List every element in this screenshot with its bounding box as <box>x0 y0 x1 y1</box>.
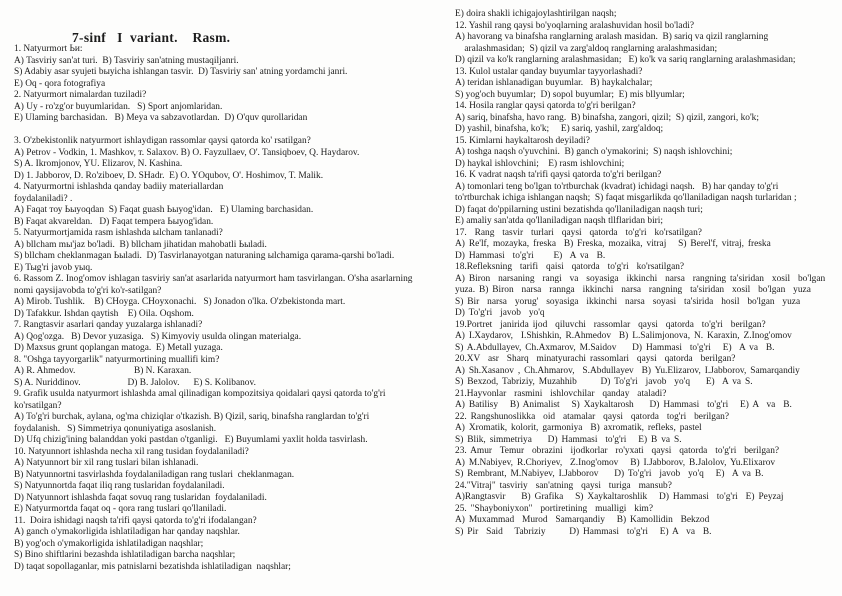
text-line: 10. Natyunnort ishlashda necha xil rang tusidan foydalaniladi? <box>14 446 249 457</box>
text-line: A) Biron narsaning rangi va soyasiga ikkinchi narsa rangning ta'siridan xosil bo'lgan <box>455 273 826 284</box>
text-line: A) Uy - ro'zg'or buyumlaridan. S) Sport anjomlaridan. <box>14 101 223 112</box>
text-line: D) Ufq chizig'ining balanddan yoki pastdan o'tganligi. E) Buyumlami yaxlit holda tasvirlash. <box>14 435 368 445</box>
text-line: S) Rembrant, M.Nabiyev, I.Jabborov D) To'g'ri javob yo'q E) A va B. <box>455 469 764 479</box>
text-line: D) yashil, binafsha, ko'k; E) sariq, yashil, zarg'aldoq; <box>455 124 664 134</box>
text-line: S) Natyunnortda faqat iliq rang tuslaridan foydalaniladi. <box>14 481 225 491</box>
text-line: B) yog'och o'ymakorligida ishlatiladigan naqshlar; <box>14 538 204 549</box>
text-line: S) A.Abdullayev, Ch.Axmarov, M.Saidov D) Hammasi to'g'ri E) A va B. <box>455 342 775 353</box>
text-line <box>14 125 456 137</box>
text-line: A) teridan ishlanadigan buyumlar. B) haykalchalar; <box>455 78 653 88</box>
text-line: A) sariq, binafsha, havo rang. B) binafsha, zangori, qizil; S) qizil, zangori, ko'k; <box>455 112 759 123</box>
right-column <box>455 9 831 538</box>
text-line: S) yog'och buyumlar; D) sopol buyumlar; E) mis bllyumlar; <box>455 89 685 100</box>
text-line: A) Faqat тоу Ьыyoqdan S) Faqat guash Ьыyog'idan. E) Ulaming barchasidan. <box>14 205 314 215</box>
text-line: 3. O'zbekistonlik natyurmort ishlaydigan rassomlar qaysi qatorda ko' rsatilgan? <box>14 136 311 146</box>
text-line: 18.Refleksning tarifi qaisi qatorda to'g'ri ko'rsatilgan? <box>455 262 685 272</box>
text-line: E) Natyurmortda faqat oq - qora rang tuslari qo'llaniladi. <box>14 504 227 514</box>
left-column <box>14 44 456 573</box>
text-line: E) Ulaming barchasidan. B) Meya va sabzavotlardan. D) O'quv qurollaridan <box>14 113 308 123</box>
text-line: A) Xromatik, kolorit, garmoniya B) axromatik, refleks, pastel <box>455 423 702 433</box>
text-line: 20.XV asr Sharq minatyurachi rassomlari qaysi qatorda berilgan? <box>455 354 736 364</box>
text-line: A) Re'lf, mozayka, freska B) Freska, mozaika, vitraj S) Berel'f, vitraj, freska <box>455 239 771 249</box>
text-line: A)Rangtasvir B) Grafika S) Xaykaltaroshlik D) Hammasi to'g'ri E) Peyzaj <box>455 492 784 502</box>
text-line: E) Тыg'ri javob уыq. <box>14 262 93 273</box>
text-line: D) Tafakkur. Ishdan qaytish E) Oila. Oqshom. <box>14 308 194 319</box>
text-line: D) taqat sopollaganlar, mis patnislarni bezatishda ishlatiladigan naqshlar; <box>14 561 291 572</box>
text-line: D) To'g'ri javob yo'q <box>455 308 545 318</box>
text-line: S) A. Nuriddinov. D) B. Jalolov. E) S. Kolibanov. <box>14 377 256 388</box>
text-line: A) Qog'ozga. B) Devor yuzasiga. S) Kimyoviy usulda olingan materialga. <box>14 331 302 342</box>
text-line: E) amaliy san'atda qo'llaniladigan naqsh tllflaridan biri; <box>455 216 664 226</box>
text-line: S) Adabiy asar syujeti bыyicha ishlangan tasvir. D) Tasviriy san' atning yordamchi janri. <box>14 67 348 77</box>
text-line: D) qizil va ko'k ranglarning aralashmasidan; E) ko'k va sariq ranglarning aralashmasidan; <box>455 55 796 65</box>
text-line: A) ganch o'ymakorligida ishlatiladigan har qanday naqshlar. <box>14 527 240 537</box>
text-line: 5. Natyurmortjamida rasm ishlashda ыlcham tanlanadi? <box>14 228 223 238</box>
text-line: S) Bexzod, Tabriziy, Muzahhib D) To'g'ri javob yo'q E) A va S. <box>455 377 753 387</box>
text-line: S) Pir Said Tabriziy D) Hammasi to'g'ri E) A va B. <box>455 526 712 537</box>
text-line: B) Natyunnortni tasvirlashda foydalaniladigan rang tuslari cheklanmagan. <box>14 469 295 480</box>
text-line: 21.Hayvonlar rasmini ishlovchilar qanday ataladi? <box>455 388 667 399</box>
text-line: 17. Rang tasvir turlari qaysi qatorda to'g'ri ko'rsatilgan? <box>455 227 702 238</box>
text-line: A) Petrov - Vodkin, 1. Mashkov, т. Salaxov. B) O. Fayzullaev, O'. Tansiqboev, Q. Haydarov. <box>14 147 360 158</box>
text-line: S) Bino shiftlarini bezashda ishlatiladigan barcha naqshlar; <box>14 550 236 560</box>
text-line: A) To'g'ri burchak, aylana, og'ma chiziqlar o'tkazish. B) Qizil, sariq, binafsha ranglardan to'g'ri <box>14 412 370 422</box>
text-line: foydalanish. S) Simmetriya qonuniyatiga asoslanish. <box>14 423 217 434</box>
text-line: 15. Kimlarni haykaltarosh deyiladi? <box>455 135 590 146</box>
text-line: aralashmasidan; S) qizil va zarg'aldoq ranglarning aralashmasidan; <box>455 43 718 54</box>
text-line: S) Blik, simmetriya D) Hammasi to'g'ri E) B va S. <box>455 434 682 445</box>
text-line: E) Oq - qora fotografiya <box>14 78 106 89</box>
text-line: 24."Vitraj" tasviriy san'atning qaysi turiga mansub? <box>455 480 672 491</box>
text-line: 12. Yashil rang qaysi bo'yoqlarning aralashuvidan hosil bo'ladi? <box>455 20 695 31</box>
text-line: nomi qaysijavobda to'g'ri ko'r-satilgan? <box>14 285 162 296</box>
text-line: 11. Doira ishidagi naqsh ta'rifi qaysi qatorda to'g'ri ifodalangan? <box>14 515 257 526</box>
text-line: A) I.Xaydarov, I.Shishkin, R.Ahmedov B) L.Salimjonova, N. Karaxin, Z.Inog'omov <box>455 331 792 341</box>
text-line: A) tomonlari teng bo'lgan to'rtburchak (kvadrat) ichidagi naqsh. B) har qanday to'g'ri <box>455 181 779 192</box>
text-line: 1. Natyurmort Ьи: <box>14 44 83 54</box>
text-line: 25. "Shayboniyxon" portiretining mualligi kim? <box>455 503 654 514</box>
text-line: A) Batilisy B) Animalist S) Xaykaltarosh D) Hammasi to'g'ri E) A va B. <box>455 400 792 410</box>
text-line: A) toshga naqsh o'yuvchini. B) ganch o'ymakorini; S) naqsh ishlovchini; <box>455 147 733 157</box>
text-line: E) doira shakli ichigajoylashtirilgan naqsh; <box>455 9 617 19</box>
text-line: D) Natyunnort ishlashda faqat sovuq rang tuslaridan foydalaniladi. <box>14 492 267 503</box>
text-line: 14. Hosila ranglar qaysi qatorda to'g'ri berilgan? <box>455 101 636 111</box>
text-line: A) bllcham mы'jaz bo'ladi. B) bllcham jihatidan mahobatli Ьыladi. <box>14 239 267 250</box>
text-line: A) Tasviriy san'at turi. B) Tasviriy san'atning mustaqiljanri. <box>14 55 239 66</box>
text-line: D) Maxsus grunt qoplangan matoga. E) Metall yuzaga. <box>14 343 223 353</box>
text-line: A) Muxammad Murod Samarqandiy B) Kamollidin Bekzod <box>455 515 710 525</box>
text-line: D) 1. Jabborov, D. Ro'ziboev, D. SHadr. E) O. YOqubov, O'. Hoshimov, T. Malik. <box>14 170 324 181</box>
text-line: yuza. B) Biron narsa rannga ikkinchi narsa rangning ta'siridan xosil bo'lgan yuza <box>455 285 811 295</box>
text-line: 4. Natyurmortni ishlashda qanday badiiy materiallardan <box>14 182 224 192</box>
text-line: A) M.Nabiyev, R.Choriyev, Z.Inog'omov B) I.Jabborov, B.Jalolov, Yu.Elixarov <box>455 457 776 468</box>
text-line: 2. Natyurmort nimalardan tuziladi? <box>14 90 147 100</box>
text-line: S) Bir narsa yorug' soyasiga ikkinchi narsa soyasi ta'sirida hosil bo'lgan yuza <box>455 296 801 307</box>
text-line: D) haykal ishlovchini; E) rasm ishlovchini; <box>455 158 625 169</box>
text-line: A) Mirob. Tushlik. B) CHoyga. CHoyxonachi. S) Jonadon o'lka. O'zbekistonda mart. <box>14 297 346 307</box>
text-line: 7. Rangtasvir asarlari qanday yuzalarga ishlanadi? <box>14 320 203 330</box>
text-line: S) A. Ikromjonov, YU. Elizarov, N. Kashina. <box>14 159 183 169</box>
text-line: B) Faqat akvareldan. D) Faqat tempera Ьыyog'idan. <box>14 216 214 227</box>
text-line: to'rtburchak ichiga ishlangan naqsh; S) faqat misgarlikda qo'llaniladigan naqsh turlaridan ; <box>455 193 797 203</box>
text-line: D) faqat do'ppilarning ustini bezatishda qo'llaniladigan naqsh turi; <box>455 204 703 215</box>
text-line: A) Sh.Xasanov , Ch.Ahmarov, S.Abdullayev B) Yu.Elizarov, I.Jabborov, Samarqandiy <box>455 365 800 376</box>
page-title: 7-sinf I variant. Rasm. <box>72 30 231 45</box>
text-line: A) Natyunnort bir xil rang tuslari bilan ishlanadi. <box>14 458 199 468</box>
text-line: 6. Rassom Z. Inog'omov ishlagan tasviriy san'at asarlarida natyurmort ham tasvirlangan. O'sha asarlarning <box>14 274 413 284</box>
text-line: ko'rsatilgan? <box>14 400 62 411</box>
text-line: S) bllcham cheklanmagan Ьыladi. D) Tasvirlanayotgan naturaning ыlchamiga qarama-qarshi bo'ladi. <box>14 251 395 261</box>
text-line: 16. K vadrat naqsh ta'rifi qaysi qatorda to'g'ri berilgan? <box>455 170 662 180</box>
text-line: 8. "Oshga tayyorgarlik" natyurmortining muallifi kim? <box>14 354 220 365</box>
text-line: foydalaniladi? . <box>14 193 73 204</box>
text-line: A) havorang va binafsha ranglarning aralash masidan. B) sariq va qizil ranglarning <box>455 32 769 42</box>
text-line: 22. Rangshunoslikka oid atamalar qaysi qatorda tog'ri berilgan? <box>455 411 729 422</box>
text-line: D) Hammasi to'g'ri E) A va B. <box>455 250 606 261</box>
text-line: 13. Kulol ustalar qanday buyumlar tayyorlashadi? <box>455 66 643 77</box>
text-line: 19.Portret janirida ijod qiluvchi rassomlar qaysi qatorda to'g'ri berilgan? <box>455 319 766 330</box>
text-line: A) R. Ahmedov. B) N. Karaxan. <box>14 366 192 376</box>
text-line: 9. Grafik usulda natyurmort ishlashda amal qilinadigan kompozitsiya qoidalari qaysi qatorda to'g'ri <box>14 389 386 399</box>
text-line: 23. Amur Temur obrazini ijodkorlar ro'yxati qaysi qatorda to'g'ri berilgan? <box>455 446 780 456</box>
